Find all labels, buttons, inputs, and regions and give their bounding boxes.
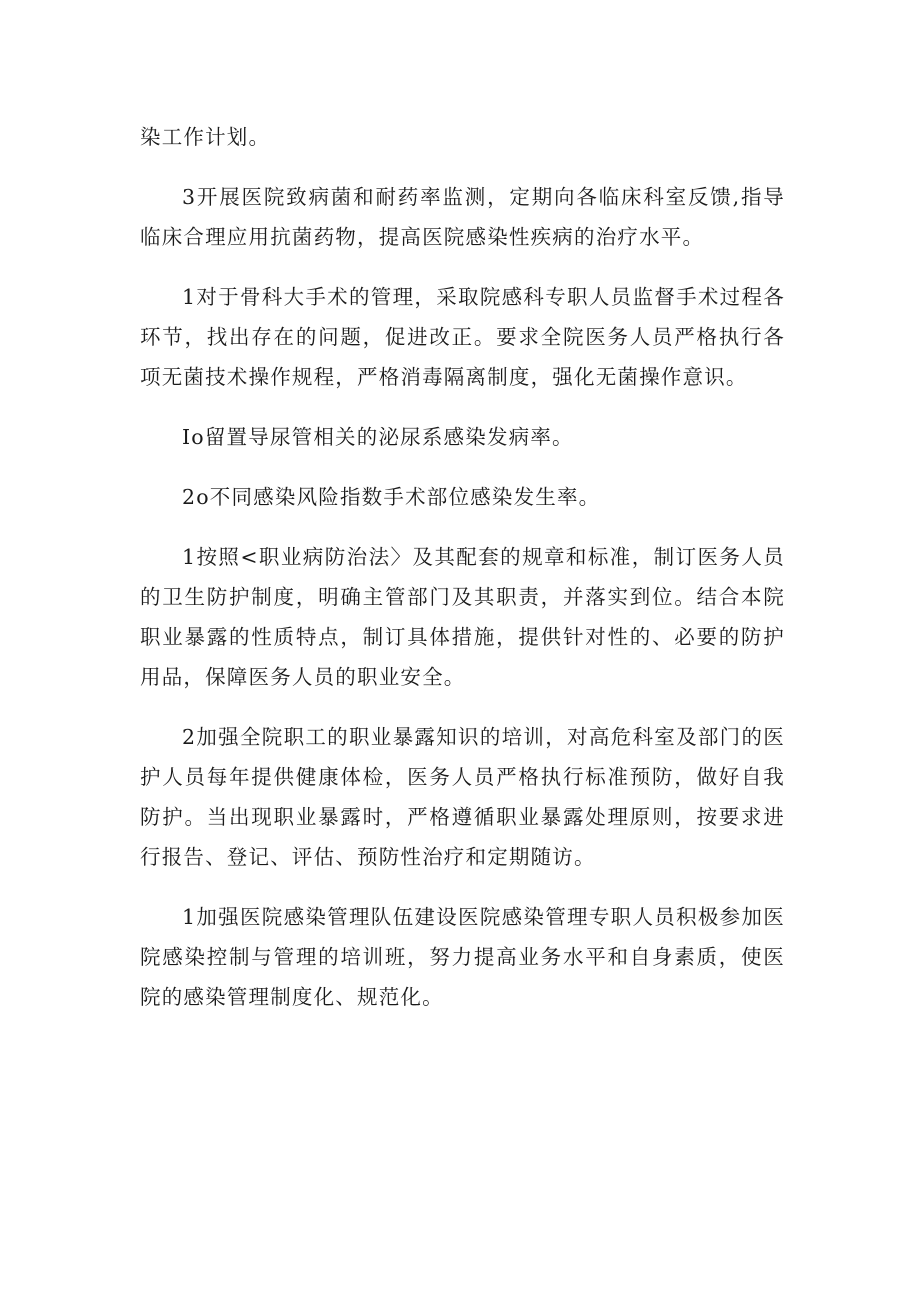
paragraph: 2加强全院职工的职业暴露知识的培训，对高危科室及部门的医护人员每年提供健康体检，医务人员严格执行标准预防，做好自我防护。当出现职业暴露时，严格遵循职业暴露处理原则，按要求进行报告、登记、评估、预防性治疗和定期随访。	[140, 725, 785, 869]
paragraph: 1对于骨科大手术的管理，采取院感科专职人员监督手术过程各环节，找出存在的问题，促进改正。要求全院医务人员严格执行各项无菌技术操作规程，严格消毒隔离制度，强化无菌操作意识。	[140, 285, 785, 389]
document-body	[140, 117, 785, 1037]
paragraph: 2o不同感染风险指数手术部位感染发生率。	[182, 485, 601, 509]
paragraph: 3开展医院致病菌和耐药率监测，定期向各临床科室反馈,指导临床合理应用抗菌药物，提高医院感染性疾病的治疗水平。	[140, 185, 785, 249]
paragraph: 1按照<职业病防治法〉及其配套的规章和标准，制订医务人员的卫生防护制度，明确主管部门及其职责，并落实到位。结合本院职业暴露的性质特点，制订具体措施，提供针对性的、必要的防护用品，保障医务人员的职业安全。	[140, 545, 785, 689]
paragraph: 染工作计划。	[140, 125, 271, 149]
paragraph: Io留置导尿管相关的泌尿系感染发病率。	[182, 425, 574, 449]
paragraph: 1加强医院感染管理队伍建设医院感染管理专职人员积极参加医院感染控制与管理的培训班，努力提高业务水平和自身素质，使医院的感染管理制度化、规范化。	[140, 905, 785, 1009]
